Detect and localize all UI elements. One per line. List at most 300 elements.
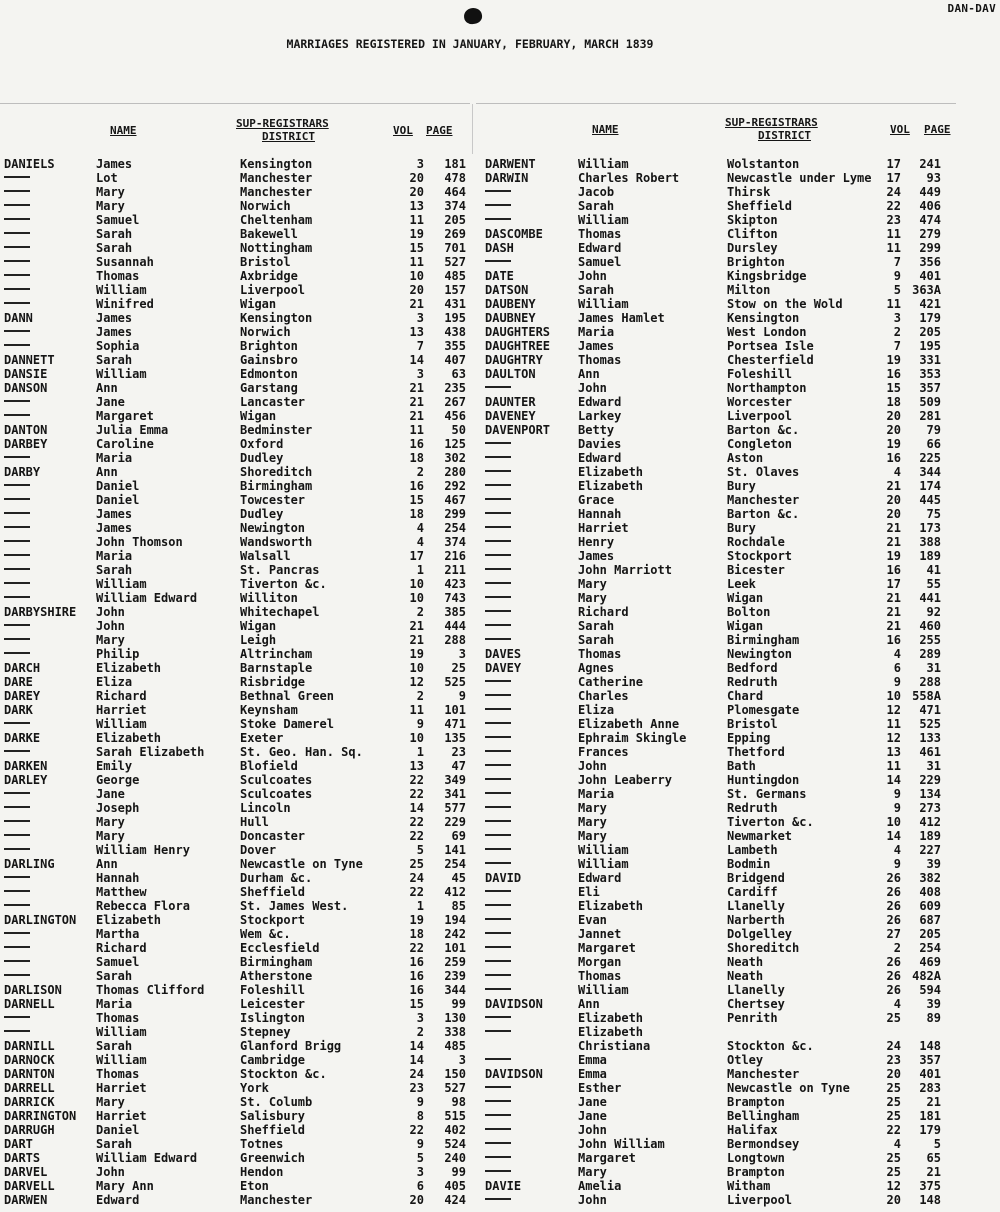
volume-cell: 16 (886, 563, 901, 577)
page-cell: 375 (919, 1179, 941, 1193)
right-district-header-line1: SUP-REGISTRARS (725, 116, 818, 129)
given-name-cell: William (96, 367, 147, 381)
district-cell: Redruth (727, 801, 778, 815)
district-cell: Northampton (727, 381, 807, 395)
surname-cell: DAVIE (485, 1179, 522, 1193)
left-district-header-line1: SUP-REGISTRARS (236, 117, 329, 130)
page-cell: 577 (444, 801, 466, 815)
district-cell: St. James West. (240, 899, 349, 913)
volume-cell: 26 (886, 955, 901, 969)
district-cell: Skipton (727, 213, 778, 227)
ditto-dash (485, 1016, 511, 1018)
district-cell: York (240, 1081, 269, 1095)
ditto-dash (4, 414, 30, 416)
ditto-dash (485, 750, 511, 752)
volume-cell: 19 (886, 353, 901, 367)
given-name-cell: Susannah (96, 255, 154, 269)
given-name-cell: Edward (578, 241, 622, 255)
page-cell: 402 (444, 1123, 466, 1137)
page-cell: 211 (444, 563, 466, 577)
district-cell: Shoreditch (240, 465, 313, 479)
register-entry-row (4, 367, 484, 381)
district-cell: Manchester (240, 171, 313, 185)
district-cell: Newmarket (727, 829, 793, 843)
register-entry-row (4, 423, 484, 437)
surname-cell: DAVENEY (485, 409, 536, 423)
page-cell: 5 (933, 1137, 941, 1151)
page-cell: 515 (444, 1109, 466, 1123)
register-entry-row (4, 661, 484, 675)
given-name-cell: John (578, 759, 607, 773)
given-name-cell: Lot (96, 171, 118, 185)
district-cell: Plomesgate (727, 703, 800, 717)
surname-cell (485, 577, 511, 591)
page-cell: 467 (444, 493, 466, 507)
volume-cell: 9 (416, 717, 424, 731)
district-cell: Huntingdon (727, 773, 800, 787)
ditto-dash (4, 274, 30, 276)
district-cell: Wigan (727, 619, 764, 633)
page-cell: 482A (912, 969, 941, 983)
register-entry-row (4, 1053, 484, 1067)
district-cell: Bolton (727, 605, 771, 619)
district-cell: Axbridge (240, 269, 298, 283)
surname-cell: DARTS (4, 1151, 41, 1165)
volume-cell: 19 (886, 549, 901, 563)
page-cell: 99 (451, 997, 466, 1011)
register-entry-row (4, 577, 484, 591)
volume-cell: 11 (886, 227, 901, 241)
left-vol-header: VOL (393, 124, 413, 137)
register-entry-row (485, 465, 965, 479)
given-name-cell: Rebecca Flora (96, 899, 190, 913)
district-cell: Bury (727, 479, 756, 493)
surname-cell: DAULTON (485, 367, 536, 381)
surname-cell: DAVES (485, 647, 522, 661)
page-cell: 241 (919, 157, 941, 171)
given-name-cell: Henry (578, 535, 615, 549)
volume-cell: 21 (409, 395, 424, 409)
surname-cell (4, 885, 30, 899)
district-cell: Wigan (240, 619, 277, 633)
surname-cell (485, 535, 511, 549)
given-name-cell: Sarah (96, 227, 133, 241)
district-cell: Birmingham (727, 633, 800, 647)
district-cell: Barnstaple (240, 661, 313, 675)
district-cell: Chertsey (727, 997, 785, 1011)
volume-cell: 12 (409, 675, 424, 689)
register-entry-row (4, 829, 484, 843)
given-name-cell: John (578, 1193, 607, 1207)
register-entry-row (485, 801, 965, 815)
district-cell: Longtown (727, 1151, 785, 1165)
register-entry-row (4, 703, 484, 717)
register-entry-row (4, 605, 484, 619)
surname-cell: DATE (485, 269, 514, 283)
district-cell: Dover (240, 843, 277, 857)
volume-cell: 16 (886, 451, 901, 465)
surname-cell (4, 185, 30, 199)
page-cell: 558A (912, 689, 941, 703)
page-cell: 407 (444, 353, 466, 367)
district-cell: Worcester (727, 395, 793, 409)
given-name-cell: Emma (578, 1053, 607, 1067)
given-name-cell: Maria (578, 325, 615, 339)
ditto-dash (4, 330, 30, 332)
district-cell: Greenwich (240, 1151, 306, 1165)
register-entry-row (4, 395, 484, 409)
register-entry-row (4, 507, 484, 521)
register-entry-row (485, 885, 965, 899)
surname-cell (485, 787, 511, 801)
page-cell: 478 (444, 171, 466, 185)
district-cell: Nottingham (240, 241, 313, 255)
register-entry-row (485, 171, 965, 185)
surname-cell: DARLISON (4, 983, 62, 997)
register-entry-row (485, 633, 965, 647)
ditto-dash (485, 722, 511, 724)
given-name-cell: James (578, 549, 615, 563)
volume-cell: 17 (886, 577, 901, 591)
volume-cell: 1 (416, 563, 424, 577)
surname-cell: DARKE (4, 731, 41, 745)
page-cell: 509 (919, 395, 941, 409)
register-entry-row (485, 1165, 965, 1179)
ditto-dash (485, 624, 511, 626)
ditto-dash (4, 904, 30, 906)
page-cell: 181 (444, 157, 466, 171)
surname-cell (485, 1053, 511, 1067)
register-entry-row (4, 157, 484, 171)
volume-cell: 24 (886, 185, 901, 199)
register-entry-row (4, 1011, 484, 1025)
ditto-dash (4, 890, 30, 892)
volume-cell: 1 (416, 899, 424, 913)
district-cell: Sheffield (727, 199, 793, 213)
volume-cell: 18 (409, 451, 424, 465)
ditto-dash (4, 624, 30, 626)
ditto-dash (4, 456, 30, 458)
page-cell: 289 (919, 647, 941, 661)
register-entry-row (485, 185, 965, 199)
ditto-dash (485, 1156, 511, 1158)
surname-cell (4, 325, 30, 339)
district-cell: Gainsbro (240, 353, 298, 367)
register-entry-row (4, 353, 484, 367)
district-cell: Birmingham (240, 479, 313, 493)
district-cell: Blofield (240, 759, 298, 773)
ditto-dash (485, 904, 511, 906)
volume-cell: 13 (886, 745, 901, 759)
surname-cell (485, 1151, 511, 1165)
ditto-dash (485, 1086, 511, 1088)
register-entry-row (485, 1067, 965, 1081)
district-cell: Lancaster (240, 395, 306, 409)
ditto-dash (4, 932, 30, 934)
volume-cell: 17 (409, 549, 424, 563)
volume-cell: 25 (886, 1165, 901, 1179)
surname-cell (485, 633, 511, 647)
page-cell: 101 (444, 941, 466, 955)
page-cell: 254 (444, 521, 466, 535)
page-cell: 150 (444, 1067, 466, 1081)
page-cell: 130 (444, 1011, 466, 1025)
surname-cell (4, 899, 30, 913)
page-cell: 92 (926, 605, 941, 619)
register-entry-row (4, 1025, 484, 1039)
given-name-cell: John (578, 269, 607, 283)
district-cell: Wolstanton (727, 157, 800, 171)
register-entry-row (485, 297, 965, 311)
surname-cell: DARBYSHIRE (4, 605, 77, 619)
surname-cell (4, 647, 30, 661)
page-cell: 449 (919, 185, 941, 199)
surname-cell (485, 717, 511, 731)
volume-cell: 10 (409, 591, 424, 605)
surname-cell: DAUGHTRY (485, 353, 543, 367)
surname-cell: DARCH (4, 661, 41, 675)
district-cell: Totnes (240, 1137, 284, 1151)
surname-cell (485, 479, 511, 493)
surname-cell: DARLING (4, 857, 55, 871)
district-cell: Williton (240, 591, 298, 605)
surname-cell (485, 507, 511, 521)
surname-cell (4, 871, 30, 885)
surname-cell: DARRINGTON (4, 1109, 77, 1123)
page-cell: 229 (444, 815, 466, 829)
register-entry-row (485, 213, 965, 227)
volume-cell: 10 (409, 577, 424, 591)
volume-cell: 19 (886, 437, 901, 451)
page-cell: 424 (444, 1193, 466, 1207)
volume-cell: 23 (409, 1081, 424, 1095)
page-cell: 148 (919, 1039, 941, 1053)
page-cell: 179 (919, 1123, 941, 1137)
ditto-dash (4, 512, 30, 514)
page-cell: 385 (444, 605, 466, 619)
given-name-cell: Maria (578, 787, 615, 801)
ditto-dash (485, 260, 511, 262)
ditto-dash (485, 218, 511, 220)
register-entry-row (4, 381, 484, 395)
volume-cell: 9 (893, 801, 901, 815)
given-name-cell: James (96, 325, 133, 339)
given-name-cell: Agnes (578, 661, 615, 675)
ditto-dash (485, 386, 511, 388)
register-entry-row (4, 1039, 484, 1053)
volume-cell: 12 (886, 703, 901, 717)
given-name-cell: Mary (578, 815, 607, 829)
register-entry-row (485, 983, 965, 997)
district-cell: Cheltenham (240, 213, 313, 227)
district-cell: Cambridge (240, 1053, 306, 1067)
page-cell: 421 (919, 297, 941, 311)
ditto-dash (485, 204, 511, 206)
page-cell: 356 (919, 255, 941, 269)
given-name-cell: Matthew (96, 885, 147, 899)
ditto-dash (485, 1114, 511, 1116)
given-name-cell: Larkey (578, 409, 622, 423)
volume-cell: 25 (886, 1095, 901, 1109)
district-cell: Foleshill (240, 983, 306, 997)
page-cell: 205 (444, 213, 466, 227)
register-entry-row (485, 367, 965, 381)
page-cell: 464 (444, 185, 466, 199)
surname-cell (485, 941, 511, 955)
district-cell: Towcester (240, 493, 306, 507)
page-cell: 471 (444, 717, 466, 731)
ditto-dash (485, 638, 511, 640)
register-entry-row (485, 941, 965, 955)
given-name-cell: Joseph (96, 801, 140, 815)
volume-cell: 24 (886, 1039, 901, 1053)
volume-cell: 15 (886, 381, 901, 395)
ditto-dash (485, 778, 511, 780)
surname-cell: DARWEN (4, 1193, 48, 1207)
page-cell: 31 (926, 759, 941, 773)
district-cell: Liverpool (727, 409, 793, 423)
district-cell: Chesterfield (727, 353, 814, 367)
surname-cell (4, 829, 30, 843)
district-cell: Kensington (240, 157, 313, 171)
surname-cell (485, 605, 511, 619)
volume-cell: 19 (409, 647, 424, 661)
volume-cell: 16 (409, 437, 424, 451)
given-name-cell: Harriet (96, 1081, 147, 1095)
register-entry-row (4, 913, 484, 927)
right-page-header: PAGE (924, 123, 951, 136)
ditto-dash (4, 540, 30, 542)
district-cell: Leigh (240, 633, 277, 647)
register-entry-row (4, 269, 484, 283)
ditto-dash (4, 876, 30, 878)
volume-cell: 7 (416, 339, 424, 353)
page-cell: 85 (451, 899, 466, 913)
ditto-dash (4, 974, 30, 976)
page-cell: 79 (926, 423, 941, 437)
page-cell: 47 (451, 759, 466, 773)
register-entry-row (4, 955, 484, 969)
ditto-dash (485, 1100, 511, 1102)
page-cell: 374 (444, 535, 466, 549)
page-cell: 174 (919, 479, 941, 493)
volume-cell: 20 (886, 507, 901, 521)
page-cell: 609 (919, 899, 941, 913)
district-cell: Sheffield (240, 885, 306, 899)
given-name-cell: Mary (96, 1095, 125, 1109)
given-name-cell: Mary (578, 1165, 607, 1179)
given-name-cell: Mary (96, 633, 125, 647)
volume-cell: 5 (416, 1151, 424, 1165)
surname-cell: DAVID (485, 871, 522, 885)
ditto-dash (4, 204, 30, 206)
page-cell: 299 (919, 241, 941, 255)
district-cell: Birmingham (240, 955, 313, 969)
ditto-dash (4, 400, 30, 402)
ditto-dash (4, 638, 30, 640)
ditto-dash (485, 932, 511, 934)
district-cell: Lincoln (240, 801, 291, 815)
volume-cell: 21 (409, 619, 424, 633)
surname-cell (4, 507, 30, 521)
surname-cell: DARWENT (485, 157, 536, 171)
district-cell: Eton (240, 1179, 269, 1193)
ditto-dash (4, 176, 30, 178)
surname-cell: DAVENPORT (485, 423, 551, 437)
surname-cell (4, 213, 30, 227)
given-name-cell: Julia Emma (96, 423, 169, 437)
given-name-cell: James (96, 311, 133, 325)
given-name-cell: William (96, 283, 147, 297)
register-entry-row (4, 1081, 484, 1095)
volume-cell: 25 (886, 1011, 901, 1025)
district-cell: Norwich (240, 199, 291, 213)
page-cell: 134 (919, 787, 941, 801)
given-name-cell: Elizabeth (578, 1025, 644, 1039)
volume-cell: 20 (409, 283, 424, 297)
surname-cell (485, 1137, 511, 1151)
volume-cell: 3 (893, 311, 901, 325)
district-cell: Barton &c. (727, 423, 800, 437)
register-entry-row (4, 241, 484, 255)
page-cell: 701 (444, 241, 466, 255)
page-cell: 471 (919, 703, 941, 717)
left-page-header: PAGE (426, 124, 453, 137)
volume-cell: 2 (416, 465, 424, 479)
volume-cell: 20 (409, 185, 424, 199)
register-entry-row (4, 997, 484, 1011)
surname-cell (4, 493, 30, 507)
volume-cell: 7 (893, 255, 901, 269)
page-cell: 401 (919, 1067, 941, 1081)
given-name-cell: Sarah (578, 633, 615, 647)
register-entry-row (485, 521, 965, 535)
page-cell: 288 (919, 675, 941, 689)
surname-cell (4, 549, 30, 563)
surname-cell: DAUBENY (485, 297, 536, 311)
volume-cell: 16 (886, 367, 901, 381)
district-cell: Chard (727, 689, 764, 703)
volume-cell: 2 (416, 605, 424, 619)
district-cell: Bodmin (727, 857, 771, 871)
district-cell: Bakewell (240, 227, 298, 241)
page-cell: 240 (444, 1151, 466, 1165)
given-name-cell: Sarah (96, 1039, 133, 1053)
page-cell: 299 (444, 507, 466, 521)
page-cell: 485 (444, 1039, 466, 1053)
register-entry-row (485, 787, 965, 801)
surname-cell (4, 941, 30, 955)
surname-cell (4, 955, 30, 969)
given-name-cell: John (578, 1123, 607, 1137)
register-entry-row (485, 1109, 965, 1123)
given-name-cell: James (96, 507, 133, 521)
ditto-dash (485, 512, 511, 514)
volume-cell: 21 (886, 591, 901, 605)
page-cell: 255 (919, 633, 941, 647)
volume-cell: 2 (893, 941, 901, 955)
page-cell: 181 (919, 1109, 941, 1123)
given-name-cell: Emily (96, 759, 133, 773)
register-entry-row (485, 689, 965, 703)
district-cell: Doncaster (240, 829, 306, 843)
ditto-dash (485, 806, 511, 808)
page-cell: 461 (919, 745, 941, 759)
surname-cell: DAUGHTERS (485, 325, 551, 339)
page-cell: 259 (444, 955, 466, 969)
ditto-dash (4, 834, 30, 836)
page-cell: 45 (451, 871, 466, 885)
